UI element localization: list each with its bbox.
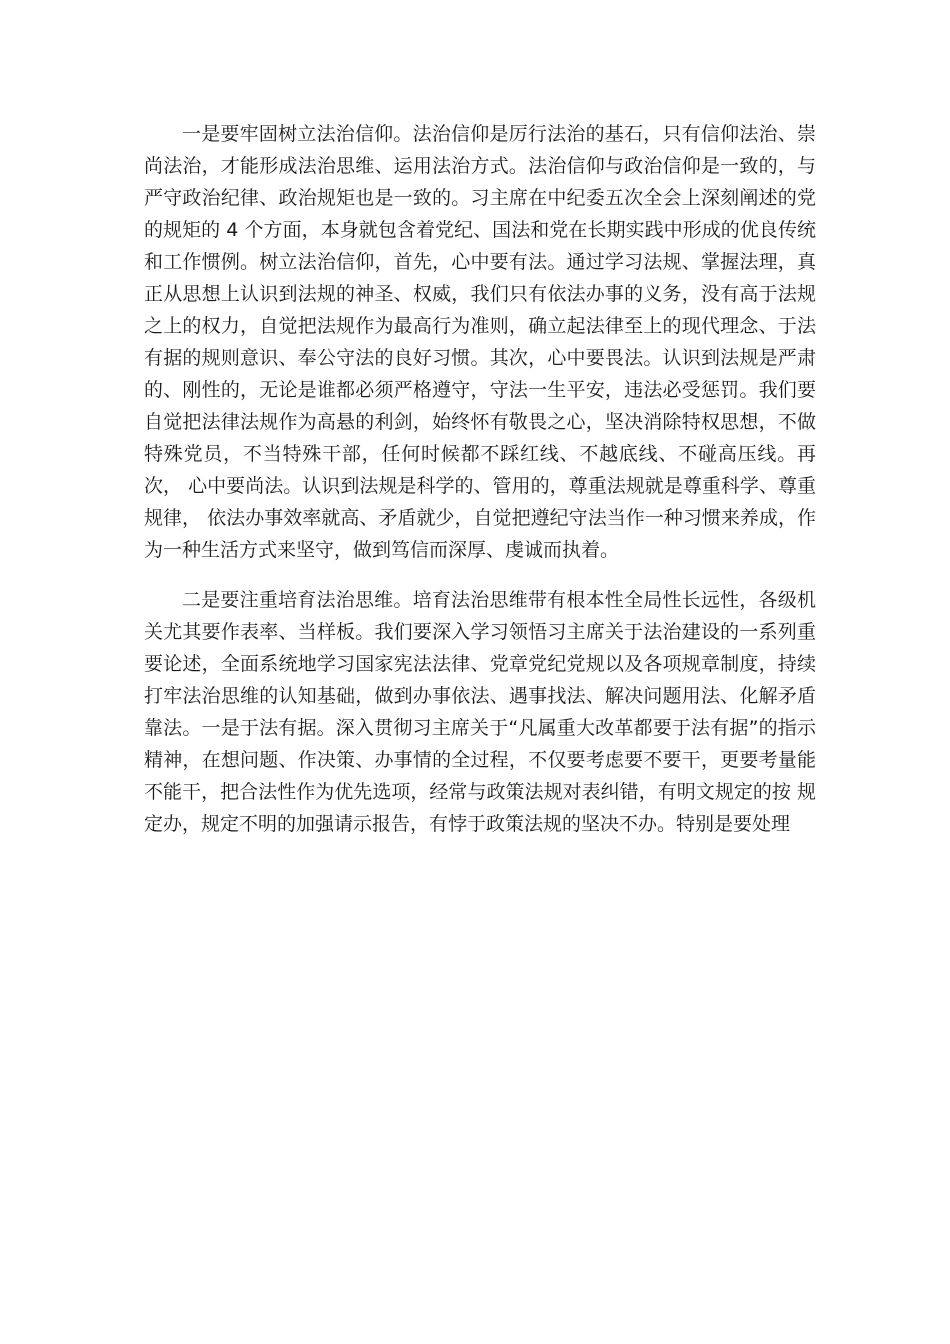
paragraph-legal-thinking: 二是要注重培育法治思维。培育法治思维带有根本性全局性长远性，各级机关尤其要作表率、当样板。我们要深入学习领悟习主席关于法治建设的一系列重要论述，全面系统地学习国家宪法法律、党章党纪党规以及各项规章制度，持续打牢法治思维的认知基础，做到办事依法、遇事找法、解决问题用法、化解矛盾靠法。一是于法有据。深入贯彻习主席关于“凡属重大改革都要于法有据”的指示精神，在想问题、作决策、办事情的全过程，不仅要考虑要不要干，更要考量能不能干，把合法性作为优先选项，经常与政策法规对表纠错，有明文规定的按 规定办，规定不明的加强请示报告，有悖于政策法规的坚决不办。特别是要处理 (144, 589, 816, 835)
paragraph-legal-belief: 一是要牢固树立法治信仰。法治信仰是厉行法治的基石，只有信仰法治、崇尚法治，才能形成法治思维、运用法治方式。法治信仰与政治信仰是一致的，与严守政治纪律、政治规矩也是一致的。习主席在中纪委五次全会上深刻阐述的党的规矩的 4 个方面，本身就包含着党纪、国法和党在长期实践中形成的优良传统和工作惯例。树立法治信仰，首先，心中要有法。通过学习法规、掌握法理，真正从思想上认识到法规的神圣、权威，我们只有依法办事的义务，没有高于法规之上的权力，自觉把法规作为最高行为准则，确立起法律至上的现代理念、于法有据的规则意识、奉公守法的良好习惯。其次，心中要畏法。认识到法规是严肃的、刚性的，无论是谁都必须严格遵守，守法一生平安，违法必受惩罚。我们要自觉把法律法规作为高悬的利剑，始终怀有敬畏之心，坚决消除特权思想，不做特殊党员，不当特殊干部，任何时候都不踩红线、不越底线、不碰高压线。再次， 心中要尚法。认识到法规是科学的、管用的，尊重法规就是尊重科学、尊重规律， 依法办事效率就高、矛盾就少，自觉把遵纪守法当作一种习惯来养成，作为一种生活方式来坚守，做到笃信而深厚、虔诚而执着。 (144, 123, 816, 561)
document-body (144, 118, 816, 840)
